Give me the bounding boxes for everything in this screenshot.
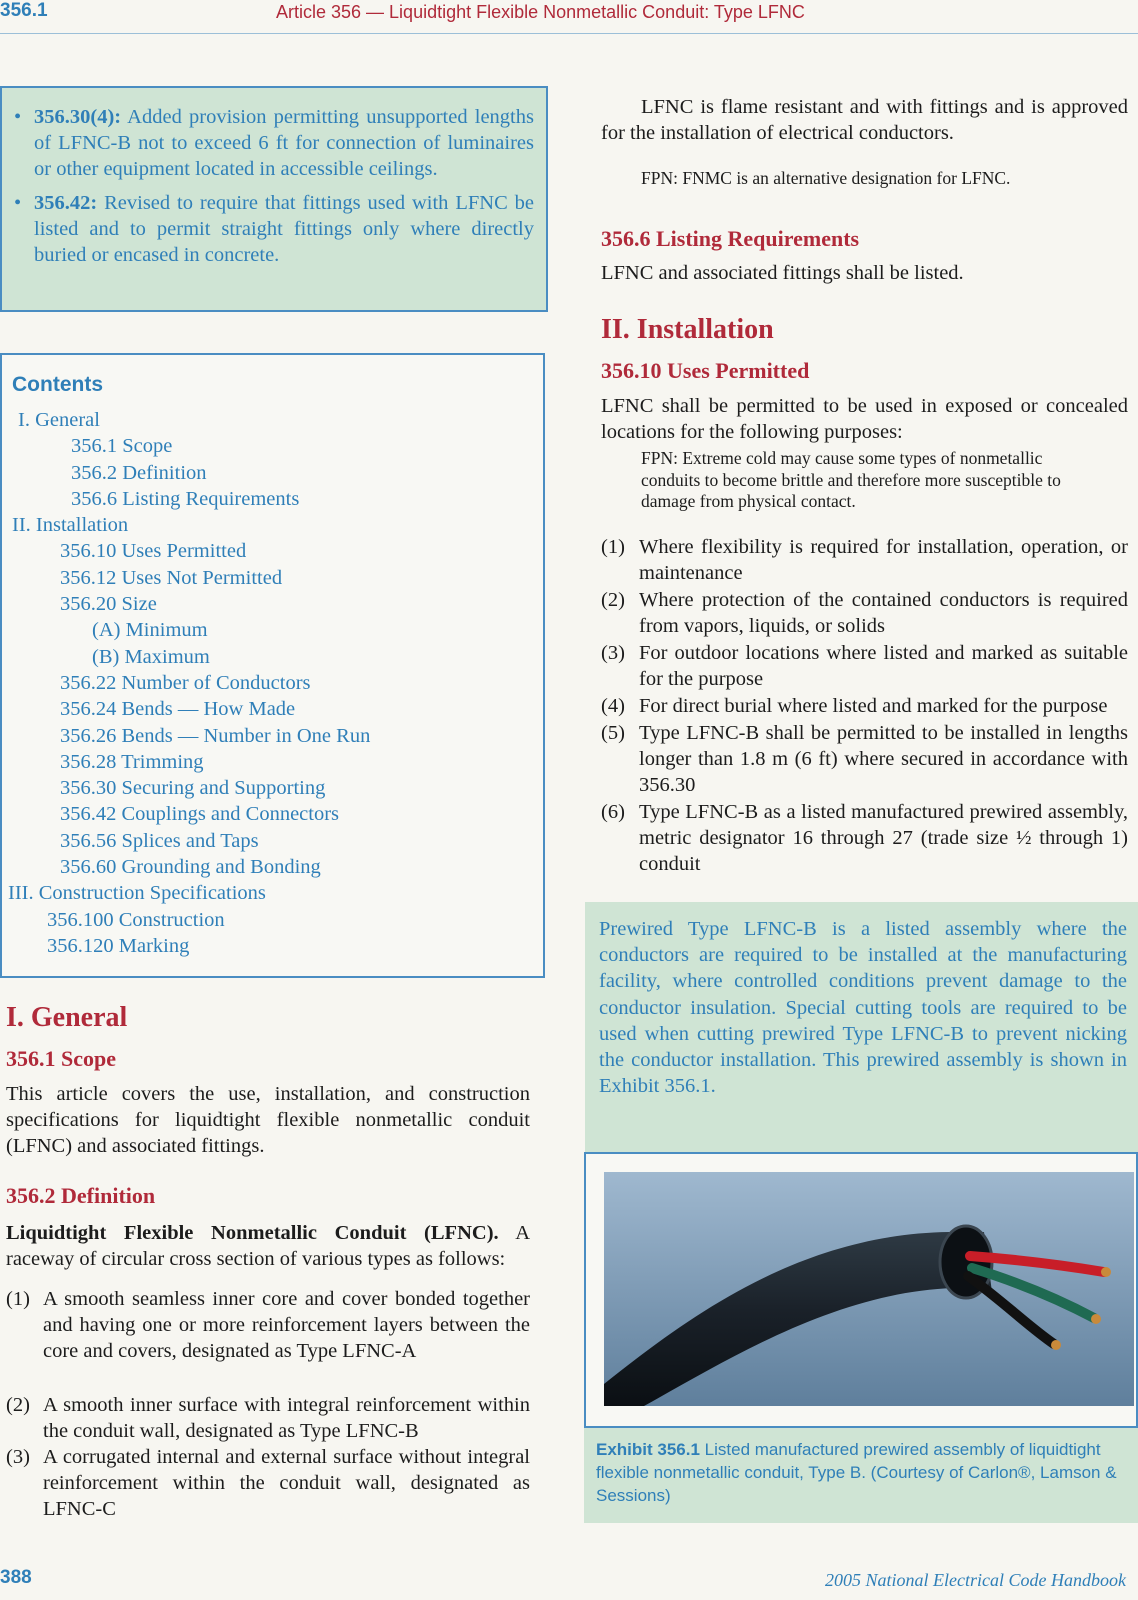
uses-permitted-heading: 356.10 Uses Permitted [601, 358, 810, 383]
bullet-icon: • [14, 106, 22, 128]
list-number: (2) [6, 1394, 30, 1416]
list-text: Where flexibility is required for installation, operation, or maintenance [639, 536, 1128, 585]
listing-heading: 356.6 Listing Requirements [601, 226, 860, 251]
list-text: For direct burial where listed and marked for the purpose [639, 695, 1108, 717]
contents-box [0, 353, 545, 978]
section-heading-installation: II. Installation [601, 314, 774, 345]
definition-text: A raceway of circular cross section of various types as follows: [6, 1222, 530, 1271]
fpn-alternative-designation: FPN: FNMC is an alternative designation for LFNC. [641, 168, 1011, 188]
table-of-contents [2, 407, 542, 959]
toc-item-general[interactable]: I. General [18, 409, 100, 431]
toc-item-size[interactable]: 356.20 Size [60, 593, 157, 616]
toc-item-bends-how-made[interactable]: 356.24 Bends — How Made [60, 698, 296, 721]
list-text: A smooth seamless inner core and cover bonded together and having one or more reinforcement layers between the core and covers, designated as Type LFNC-A [43, 1288, 530, 1363]
list-number: (6) [601, 801, 625, 823]
uses-list-item [601, 587, 1128, 639]
definition-list-item [6, 1286, 530, 1365]
exhibit-frame [584, 1152, 1138, 1428]
black-conductor-copper [1051, 1340, 1061, 1350]
list-number: (1) [6, 1288, 30, 1310]
summary-item [12, 190, 534, 268]
page-number: 388 [0, 1567, 32, 1588]
toc-item-uses-permitted[interactable]: 356.10 Uses Permitted [60, 540, 247, 563]
exhibit-caption-text: Listed manufactured prewired assembly of liquidtight flexible nonmetallic conduit, Type B. (Courtesy of Carlon®, Lamson & Sessions) [596, 1440, 1117, 1505]
section-heading-general: I. General [6, 1002, 128, 1033]
list-number: (1) [601, 536, 625, 558]
exhibit-caption-box [584, 1428, 1138, 1523]
toc-item-listing-requirements[interactable]: 356.6 Listing Requirements [71, 487, 300, 510]
list-text: Type LFNC-B as a listed manufactured prewired assembly, metric designator 16 through 27 (trade size ½ through 1) conduit [639, 801, 1128, 876]
uses-list-item [601, 693, 1128, 719]
summary-ref: 356.30(4): [34, 106, 122, 128]
definition-list-item [6, 1444, 530, 1523]
uses-list-item [601, 534, 1128, 586]
header-article-title: Article 356 — Liquidtight Flexible Nonmetallic Conduit: Type LFNC [276, 2, 805, 22]
contents-title: Contents [12, 373, 103, 396]
scope-text: This article covers the use, installation, and construction specifications for liquidtight flexible nonmetallic conduit (LFNC) and associated fittings. [6, 1083, 530, 1158]
list-text: A smooth inner surface with integral reinforcement within the conduit wall, designated as Type LFNC-B [43, 1394, 530, 1443]
list-text: Type LFNC-B shall be permitted to be installed in lengths longer than 1.8 m (6 ft) where secured in accordance with 356.30 [639, 722, 1128, 797]
summary-text: Added provision permitting unsupported lengths of LFNC-B not to exceed 6 ft for connection of luminaires or other equipment located in accessible ceilings. [34, 106, 534, 180]
bullet-icon: • [14, 192, 22, 214]
definition-list-item [6, 1392, 530, 1444]
uses-list-item [601, 640, 1128, 692]
list-number: (3) [6, 1446, 30, 1468]
toc-item-construction-specs[interactable]: III. Construction Specifications [8, 882, 266, 905]
summary-of-changes-box [0, 86, 548, 312]
toc-item-minimum[interactable]: (A) Minimum [92, 619, 208, 642]
toc-item-grounding[interactable]: 356.60 Grounding and Bonding [60, 856, 321, 879]
toc-item-installation[interactable]: II. Installation [12, 514, 129, 537]
toc-item-marking[interactable]: 356.120 Marking [47, 934, 190, 957]
list-number: (5) [601, 722, 625, 744]
green-conductor-copper [1091, 1314, 1101, 1324]
red-conductor-copper [1101, 1267, 1111, 1277]
summary-text: Revised to require that fittings used with LFNC be listed and to permit straight fittings only where directly buried or encased in concrete. [34, 192, 534, 266]
listing-text: LFNC and associated fittings shall be listed. [601, 262, 964, 284]
toc-item-uses-not-permitted[interactable]: 356.12 Uses Not Permitted [60, 566, 283, 589]
list-text: A corrugated internal and external surface without integral reinforcement within the conduit wall, designated as LFNC-C [43, 1446, 530, 1521]
uses-permitted-text: LFNC shall be permitted to be used in exposed or concealed locations for the following purposes: [601, 395, 1128, 444]
definition-paragraph [6, 1220, 530, 1272]
summary-ref: 356.42: [34, 192, 98, 214]
commentary-text: Prewired Type LFNC-B is a listed assembly where the conductors are required to be installed at the manufacturing facility, where controlled conditions prevent damage to the conductor insulation. Special cutting tools are required to be used when cutting prewired Type LFNC-B to prevent nicking the conductor installation. This prewired assembly is shown in Exhibit 356.1. [599, 918, 1127, 1098]
list-number: (3) [601, 642, 625, 664]
page-header [0, 0, 1138, 34]
list-number: (2) [601, 589, 625, 611]
list-text: Where protection of the contained conductors is required from vapors, liquids, or solids [639, 589, 1128, 638]
conduit-photo [604, 1172, 1134, 1406]
toc-item-securing[interactable]: 356.30 Securing and Supporting [60, 777, 326, 800]
book-title: 2005 National Electrical Code Handbook [825, 1570, 1126, 1590]
toc-item-number-of-conductors[interactable]: 356.22 Number of Conductors [60, 671, 311, 694]
uses-list-item [601, 720, 1128, 799]
summary-item [12, 104, 534, 182]
fpn-extreme-cold: FPN: Extreme cold may cause some types of nonmetallic conduits to become brittle and therefore more susceptible to damage from physical contact. [641, 448, 1061, 511]
toc-item-maximum[interactable]: (B) Maximum [92, 645, 210, 668]
commentary-box [585, 902, 1138, 1152]
intro-text: LFNC is flame resistant and with fittings and is approved for the installation of electrical conductors. [601, 96, 1128, 145]
header-section-number: 356.1 [0, 0, 48, 21]
exhibit-label: Exhibit 356.1 [596, 1440, 700, 1459]
definition-heading: 356.2 Definition [6, 1183, 156, 1208]
toc-item-bends-number[interactable]: 356.26 Bends — Number in One Run [60, 724, 371, 747]
toc-item-trimming[interactable]: 356.28 Trimming [60, 750, 204, 773]
toc-item-splices[interactable]: 356.56 Splices and Taps [60, 829, 259, 852]
list-number: (4) [601, 695, 625, 717]
scope-heading: 356.1 Scope [6, 1046, 116, 1071]
toc-item-construction[interactable]: 356.100 Construction [47, 908, 225, 931]
uses-list-item [601, 799, 1128, 878]
definition-term: Liquidtight Flexible Nonmetallic Conduit (LFNC). [6, 1222, 499, 1244]
exhibit-caption [596, 1438, 1126, 1507]
toc-item-couplings[interactable]: 356.42 Couplings and Connectors [60, 803, 340, 826]
toc-item-scope[interactable]: 356.1 Scope [71, 435, 173, 458]
toc-item-definition[interactable]: 356.2 Definition [71, 461, 207, 484]
list-text: For outdoor locations where listed and marked as suitable for the purpose [639, 642, 1128, 691]
